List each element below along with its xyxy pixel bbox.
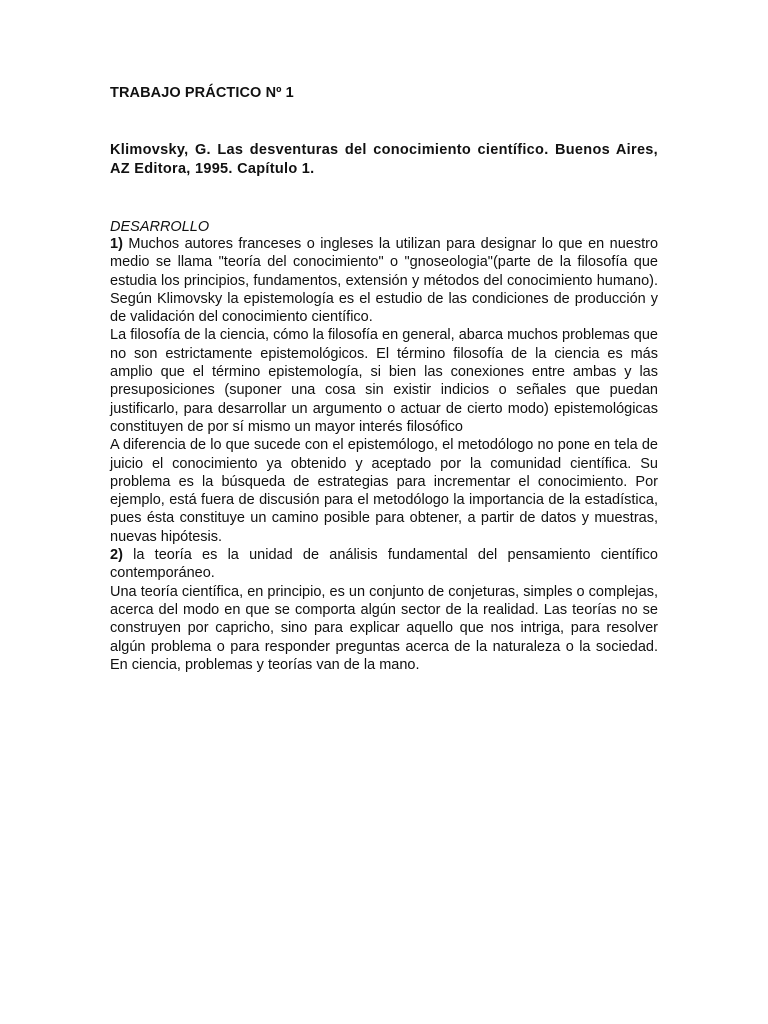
paragraph-4 xyxy=(110,546,658,583)
paragraph-number: 1) xyxy=(110,236,123,252)
paragraph-3: A diferencia de lo que sucede con el epistemólogo, el metodólogo no pone en tela de juicio el conocimiento ya obtenido y aceptado por la comunidad científica. Su problema es la búsqueda de estrategias para incrementar el conocimiento. Por ejemplo, está fuera de discusión para el metodólogo la importancia de la estadística, pues ésta constituye un camino posible para obtener, a partir de datos y muestras, nuevas hipótesis. xyxy=(110,437,658,545)
bibliographic-reference: Klimovsky, G. Las desventuras del conocimiento científico. Buenos Aires, AZ Editora, 1995. Capítulo 1. xyxy=(110,142,658,177)
paragraph-5: Una teoría científica, en principio, es un conjunto de conjeturas, simples o complejas, acerca del modo en que se comporta algún sector de la realidad. Las teorías no se construyen por capricho, sino para explicar aquello que nos intriga, para resolver algún problema o para responder preguntas acerca de la naturaleza o la sociedad. En ciencia, problemas y teorías van de la mano. xyxy=(110,583,658,673)
document-body xyxy=(110,85,658,674)
document-title: TRABAJO PRÁCTICO Nº 1 xyxy=(110,85,294,101)
paragraph-1 xyxy=(110,235,658,326)
paragraph-text: la teoría es la unidad de análisis fundamental del pensamiento científico contemporáneo. xyxy=(110,547,658,582)
paragraph-number: 2) xyxy=(110,547,123,564)
section-heading: DESARROLLO xyxy=(110,219,210,235)
paragraph-2: La filosofía de la ciencia, cómo la filosofía en general, abarca muchos problemas que no son estrictamente epistemológicos. El término filosofía de la ciencia es más amplio que el término epistemología, si bien las conexiones entre ambas y las presuposiciones (suponer una cosa sin existir indicios o señales que puedan justificarlo, para desarrollar un argumento o actuar de cierto modo) epistemológicas constituyen de por sí mismo un mayor interés filosófico xyxy=(110,327,658,435)
paragraph-text: Muchos autores franceses o ingleses la utilizan para designar lo que en nuestro medio se llama "teoría del conocimiento" o "gnoseologia"(parte de la filosofía que estudia los principios, fundamentos, extensión y métodos del conocimiento humano). Según Klimovsky la epistemología es el estudio de las condiciones de producción y de validación del conocimiento científico. xyxy=(110,236,659,326)
